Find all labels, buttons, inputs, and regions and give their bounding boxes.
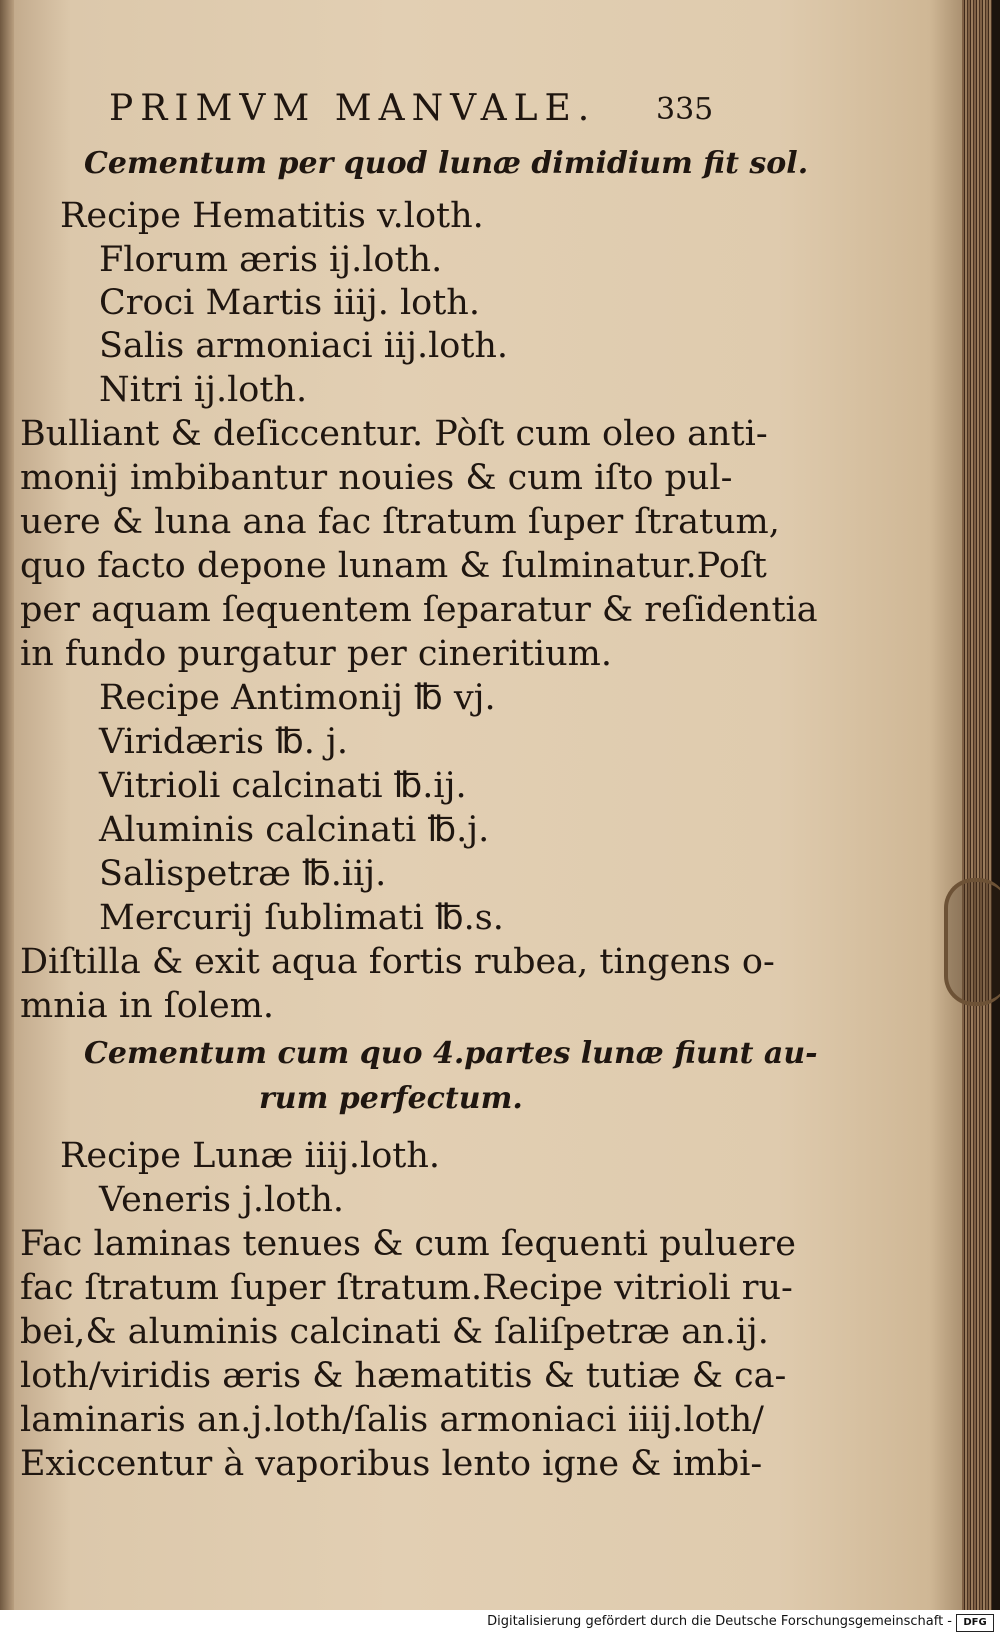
text-line: Florum æris ij.loth. xyxy=(99,240,443,280)
text-line: monij imbibantur nouies & cum iſto pul- xyxy=(20,458,733,498)
footer-credit: Digitalisierung gefördert durch die Deutsche Forschungsgemeinschaft - xyxy=(487,1614,952,1629)
digitization-footer xyxy=(0,1610,1000,1634)
text-line: Fac laminas tenues & cum ſequenti puluere xyxy=(20,1224,796,1264)
text-line: bei,& aluminis calcinati & ſaliſpetræ an.ij. xyxy=(20,1312,769,1352)
page-number: 335 xyxy=(656,92,714,127)
text-line: Salis armoniaci iij.loth. xyxy=(99,326,509,366)
text-line: Salispetræ ℔.iij. xyxy=(99,854,387,894)
text-line: mnia in ſolem. xyxy=(20,986,275,1026)
text-line: Mercurij ſublimati ℔.s. xyxy=(99,898,504,938)
page-text xyxy=(14,0,968,1610)
text-line: fac ſtratum ſuper ſtratum.Recipe vitrioli ru- xyxy=(20,1268,793,1308)
text-line: Recipe Antimonij ℔ vj. xyxy=(99,678,496,718)
section-heading: Cementum cum quo 4.partes lunæ fiunt au- xyxy=(84,1036,818,1071)
book-page xyxy=(14,0,968,1610)
text-line: per aquam ſequentem ſeparatur & reſidentia xyxy=(20,590,818,630)
text-line: Recipe Lunæ iiij.loth. xyxy=(60,1136,441,1176)
text-line: Nitri ij.loth. xyxy=(99,370,308,410)
book-clasp xyxy=(944,878,1000,1006)
text-line: Recipe Hematitis v.loth. xyxy=(60,196,484,236)
text-line: Veneris j.loth. xyxy=(99,1180,345,1220)
text-line: Exiccentur à vaporibus lento igne & imbi- xyxy=(20,1444,763,1484)
text-line: Vitrioli calcinati ℔.ij. xyxy=(99,766,467,806)
running-title: PRIMVM MANVALE. xyxy=(109,88,597,129)
text-line: Aluminis calcinati ℔.j. xyxy=(99,810,490,850)
text-line: Diſtilla & exit aqua fortis rubea, tingens o- xyxy=(20,942,775,982)
text-line: quo facto depone lunam & ſulminatur.Poſt xyxy=(20,546,767,586)
text-line: in fundo purgatur per cineritium. xyxy=(20,634,612,674)
text-line: Viridæris ℔. j. xyxy=(99,722,348,762)
section-heading: Cementum per quod lunæ dimidium fit sol. xyxy=(84,146,809,181)
section-heading: rum perfectum. xyxy=(259,1081,523,1116)
text-line: Croci Martis iiij. loth. xyxy=(99,283,480,323)
text-line: Bulliant & deſiccentur. Pòſt cum oleo anti- xyxy=(20,414,768,454)
text-line: laminaris an.j.loth/ſalis armoniaci iiij.loth/ xyxy=(20,1400,764,1440)
dfg-logo: DFG xyxy=(956,1614,994,1632)
text-line: loth/viridis æris & hæmatitis & tutiæ & ca- xyxy=(20,1356,787,1396)
text-line: uere & luna ana fac ſtratum ſuper ſtratum, xyxy=(20,502,780,542)
book-fore-edge xyxy=(962,0,992,1610)
